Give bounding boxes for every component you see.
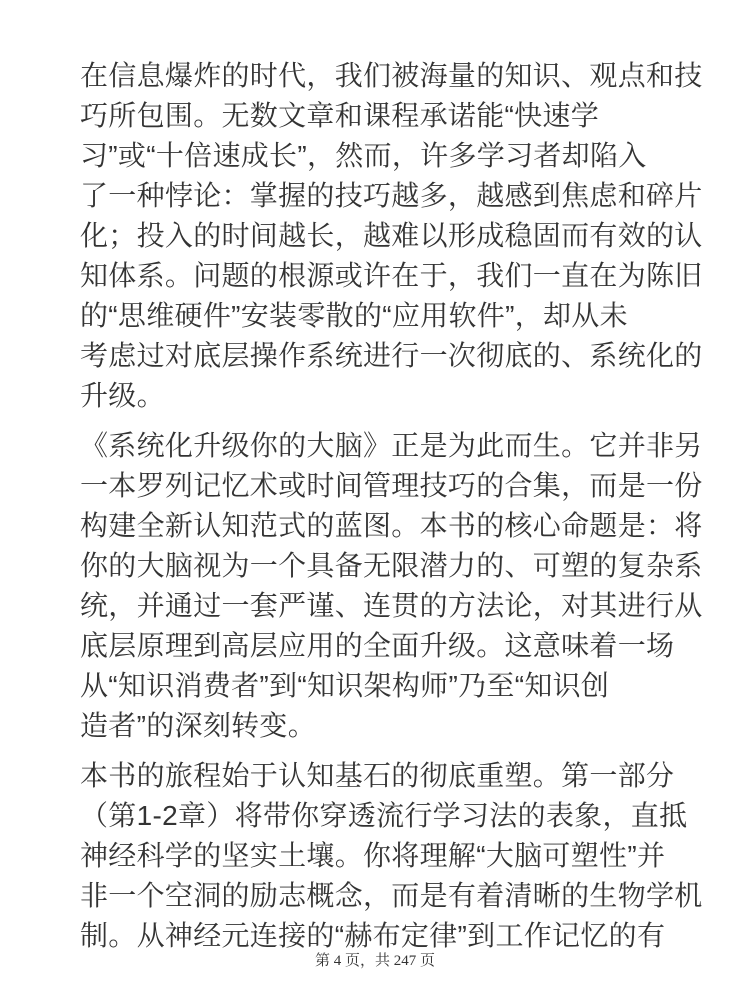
paragraph (80, 426, 720, 746)
text-line: 知体系。问题的根源或许在于，我们一直在为陈旧 (80, 260, 703, 291)
text-line: 造者”的深刻转变。 (80, 710, 317, 741)
text-line: 习”或“十倍速成长”，然而，许多学习者却陷入 (80, 140, 647, 171)
text-line: 升级。 (80, 380, 165, 411)
text-line: 在信息爆炸的时代，我们被海量的知识、观点和技 (80, 60, 703, 91)
paragraph (80, 756, 720, 956)
text-line: 《系统化升级你的大脑》正是为此而生。它并非另 (80, 430, 703, 461)
text-line: 的“思维硬件”安装零散的“应用软件”，却从未 (80, 300, 628, 331)
text-line: 神经科学的坚实土壤。你将理解“大脑可塑性”并 (80, 840, 666, 871)
text-line: 统，并通过一套严谨、连贯的方法论，对其进行从 (80, 590, 703, 621)
page-number-footer: 第 4 页，共 247 页 (314, 953, 435, 969)
text-line: 构建全新认知范式的蓝图。本书的核心命题是：将 (80, 510, 703, 541)
text-line: 制。从神经元连接的“赫布定律”到工作记忆的有 (80, 920, 666, 951)
text-line: 巧所包围。无数文章和课程承诺能“快速学 (80, 100, 600, 131)
text-line: 底层原理到高层应用的全面升级。这意味着一场 (80, 630, 675, 661)
document-body-text (80, 56, 720, 966)
text-line: 你的大脑视为一个具备无限潜力的、可塑的复杂系 (80, 550, 703, 581)
text-line: 非一个空洞的励志概念，而是有着清晰的生物学机 (80, 880, 703, 911)
paragraph (80, 56, 720, 416)
text-line: 本书的旅程始于认知基石的彻底重塑。第一部分 (80, 760, 675, 791)
text-line: 了一种悖论：掌握的技巧越多，越感到焦虑和碎片 (80, 180, 703, 211)
text-line: 化；投入的时间越长，越难以形成稳固而有效的认 (80, 220, 703, 251)
text-line: 从“知识消费者”到“知识架构师”乃至“知识创 (80, 670, 610, 701)
text-line: 一本罗列记忆术或时间管理技巧的合集，而是一份 (80, 470, 703, 501)
text-line: 考虑过对底层操作系统进行一次彻底的、系统化的 (80, 340, 703, 371)
text-line: （第1-2章）将带你穿透流行学习法的表象，直抵 (80, 800, 688, 831)
